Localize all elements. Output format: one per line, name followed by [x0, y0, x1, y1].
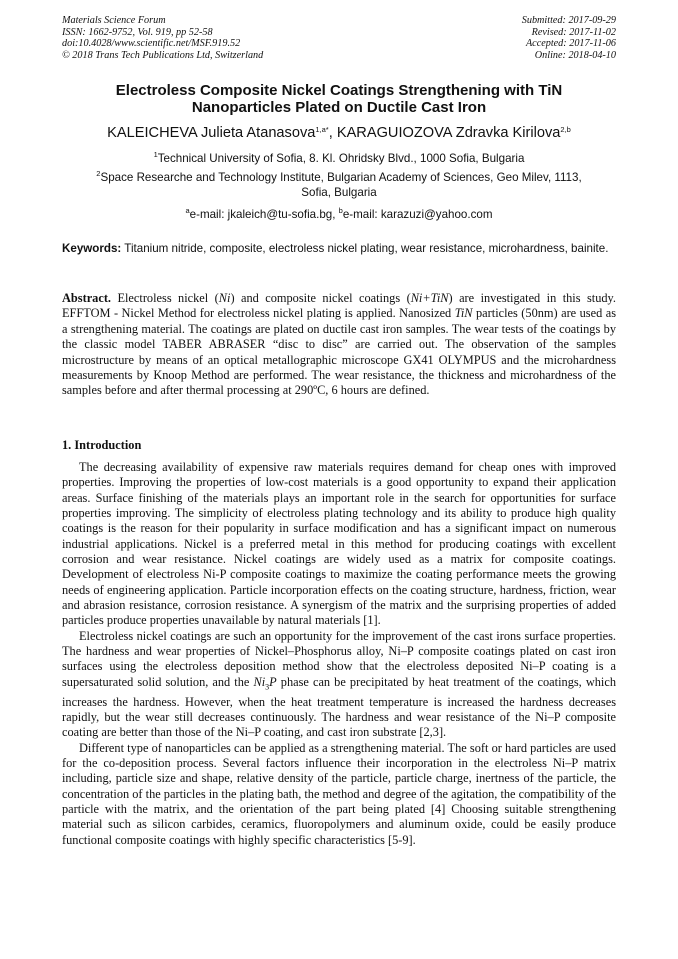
section-heading: 1. Introduction	[62, 438, 142, 452]
affiliation-1-text: Technical University of Sofia, 8. Kl. Ohridsky Blvd., 1000 Sofia, Bulgaria	[157, 152, 525, 165]
paragraph-text: phase can be precipitated by heat treatment of the coatings, which increases the hardness. However, when the heat treatment temperature is increased the hardness decreases rapidly, but the wear still decreases continuously. The hardness and wear resistance of the Ni–P composite coating are better than those of the Ni–P coating, and cast iron substrate [2,3].	[62, 674, 617, 740]
accepted-date: Accepted: 2017-11-06	[525, 38, 616, 50]
paragraph-2	[62, 629, 616, 741]
affiliation-2	[62, 170, 616, 200]
formula-subscript: 3	[265, 682, 270, 692]
doi-line: doi:10.4028/www.scientific.net/MSF.919.52	[62, 38, 241, 50]
copyright-line: © 2018 Trans Tech Publications Ltd, Switzerland	[62, 49, 264, 61]
paragraph-text: Electroless nickel coatings are such an opportunity for the improvement of the cast irons surface properties. The hardness and wear properties of Nickel–Phosphorus alloy, Ni–P composite coatings plated on cast iron surfaces using the electroless deposition method show that the electroless deposited Ni–P coating is a supersaturated solid solution, and the	[62, 628, 616, 689]
online-date: Online: 2018-04-10	[534, 49, 616, 61]
author-1: KALEICHEVA Julieta Atanasova	[107, 125, 316, 141]
affiliation-2-city: Sofia, Bulgaria	[301, 186, 377, 199]
abstract-text: Electroless nickel (	[111, 291, 219, 305]
keywords	[62, 241, 616, 256]
publication-dates	[522, 15, 616, 61]
email-b-marker: b	[338, 206, 343, 215]
affiliation-1	[62, 151, 616, 166]
abstract-text: ) and composite nickel coatings (	[230, 291, 411, 305]
title-line-2: Nanoparticles Plated on Ductile Cast Iron	[191, 99, 487, 116]
email-a-marker: a	[185, 206, 190, 215]
formula-term: Ni	[253, 674, 266, 689]
author-2-marker: 2,b	[560, 125, 571, 134]
affiliation-2-marker: 2	[96, 169, 101, 178]
abstract-label: Abstract.	[62, 291, 112, 305]
paragraph-1: The decreasing availability of expensive raw materials requires demand for cheap ones with improved properties. Improving the properties of low-cost materials is a good opportunity to expand their application areas. Surface finishing of the materials plays an important role in the search for opportunities for surface properties improving. The simplicity of electroless plating technology and its ability to produce high quality coatings is the reason for their popularity in surface modification and has a significant impact on numerous industrial applications. Nickel is a preferred metal in this method for producing coatings with excellent corrosion and wear resistance. Nickel coatings are widely used as a matrix for composite coatings. Development of electroless Ni-P composite coatings to maximize the coating performance meets the growing needs of engineering application. Particle incorporation effects on the coating structure, hardness, friction, wear and abrasion resistance, corrosion resistance. A synergism of the matrix and the surprising properties of added particles produce properties unavailable by natural materials [1].	[62, 460, 616, 628]
email-b: e-mail: karazuzi@yahoo.com	[342, 208, 493, 221]
revised-date: Revised: 2017-11-02	[531, 26, 616, 38]
keywords-label: Keywords:	[62, 242, 122, 255]
email-line	[62, 207, 616, 222]
submitted-date: Submitted: 2017-09-29	[521, 15, 616, 26]
paper-title	[62, 82, 616, 116]
abstract-term: TiN	[454, 306, 473, 321]
journal-info	[62, 15, 263, 61]
abstract-term: Ni	[218, 291, 231, 305]
abstract-text: ) are investigated in this study. EFFTOM - Nickel Method for electroless nickel plating is applied. Nanosized	[62, 291, 616, 321]
email-a: e-mail: jkaleich@tu-sofia.bg,	[189, 208, 339, 221]
paragraph-3: Different type of nanoparticles can be applied as a strengthening material. The soft or hard particles are used for the co-deposition process. Several factors influence their incorporation in the electroless Ni–P matrix including, particle size and shape, relative density of the particle, particle charge, inertness of the particle, the concentration of the particles in the plating bath, the method and degree of the agitation, the compatibility of the particle with the matrix, and the orientation of the part being plated [4] Choosing suitable strengthening material such as silicon carbides, ceramics, fluoropolymers and aluminum oxide, could be easily produce functional composite coatings with highly specific characteristics [5-9].	[62, 740, 616, 847]
author-list	[62, 124, 616, 142]
author-2: KARAGUIOZOVA Zdravka Kirilova	[336, 125, 561, 141]
author-separator: ,	[328, 125, 337, 141]
abstract	[62, 291, 616, 399]
title-line-1: Electroless Composite Nickel Coatings Strengthening with TiN	[115, 82, 563, 99]
journal-name: Materials Science Forum	[62, 15, 166, 26]
formula-term: P	[269, 674, 277, 689]
affiliation-2-text: Space Researche and Technology Institute, Bulgarian Academy of Sciences, Geo Milev, 1113,	[100, 171, 582, 184]
abstract-text: particles (50nm) are used as a strengthening material. The coatings are plated on ductile cast iron samples. The wear tests of the coatings by the classic model TABER ABRASER “disc to disc” are carried out. The observation of the samples microstructure by means of an optical metallographic microscope GX41 OLYMPUS and the microhardness measurements by Knoop Method are performed. The wear resistance, the thickness and microhardness of the samples before and after thermal processing at 290ºC, 6 hours are defined.	[62, 306, 616, 398]
issn-line: ISSN: 1662-9752, Vol. 919, pp 52-58	[62, 26, 213, 38]
keywords-text: Titanium nitride, composite, electroless nickel plating, wear resistance, microhardness, bainite.	[121, 242, 609, 255]
introduction-body	[62, 460, 616, 848]
affiliation-1-marker: 1	[153, 150, 158, 159]
author-1-marker: 1,a*	[315, 125, 329, 134]
abstract-term: Ni+TiN	[410, 291, 449, 305]
